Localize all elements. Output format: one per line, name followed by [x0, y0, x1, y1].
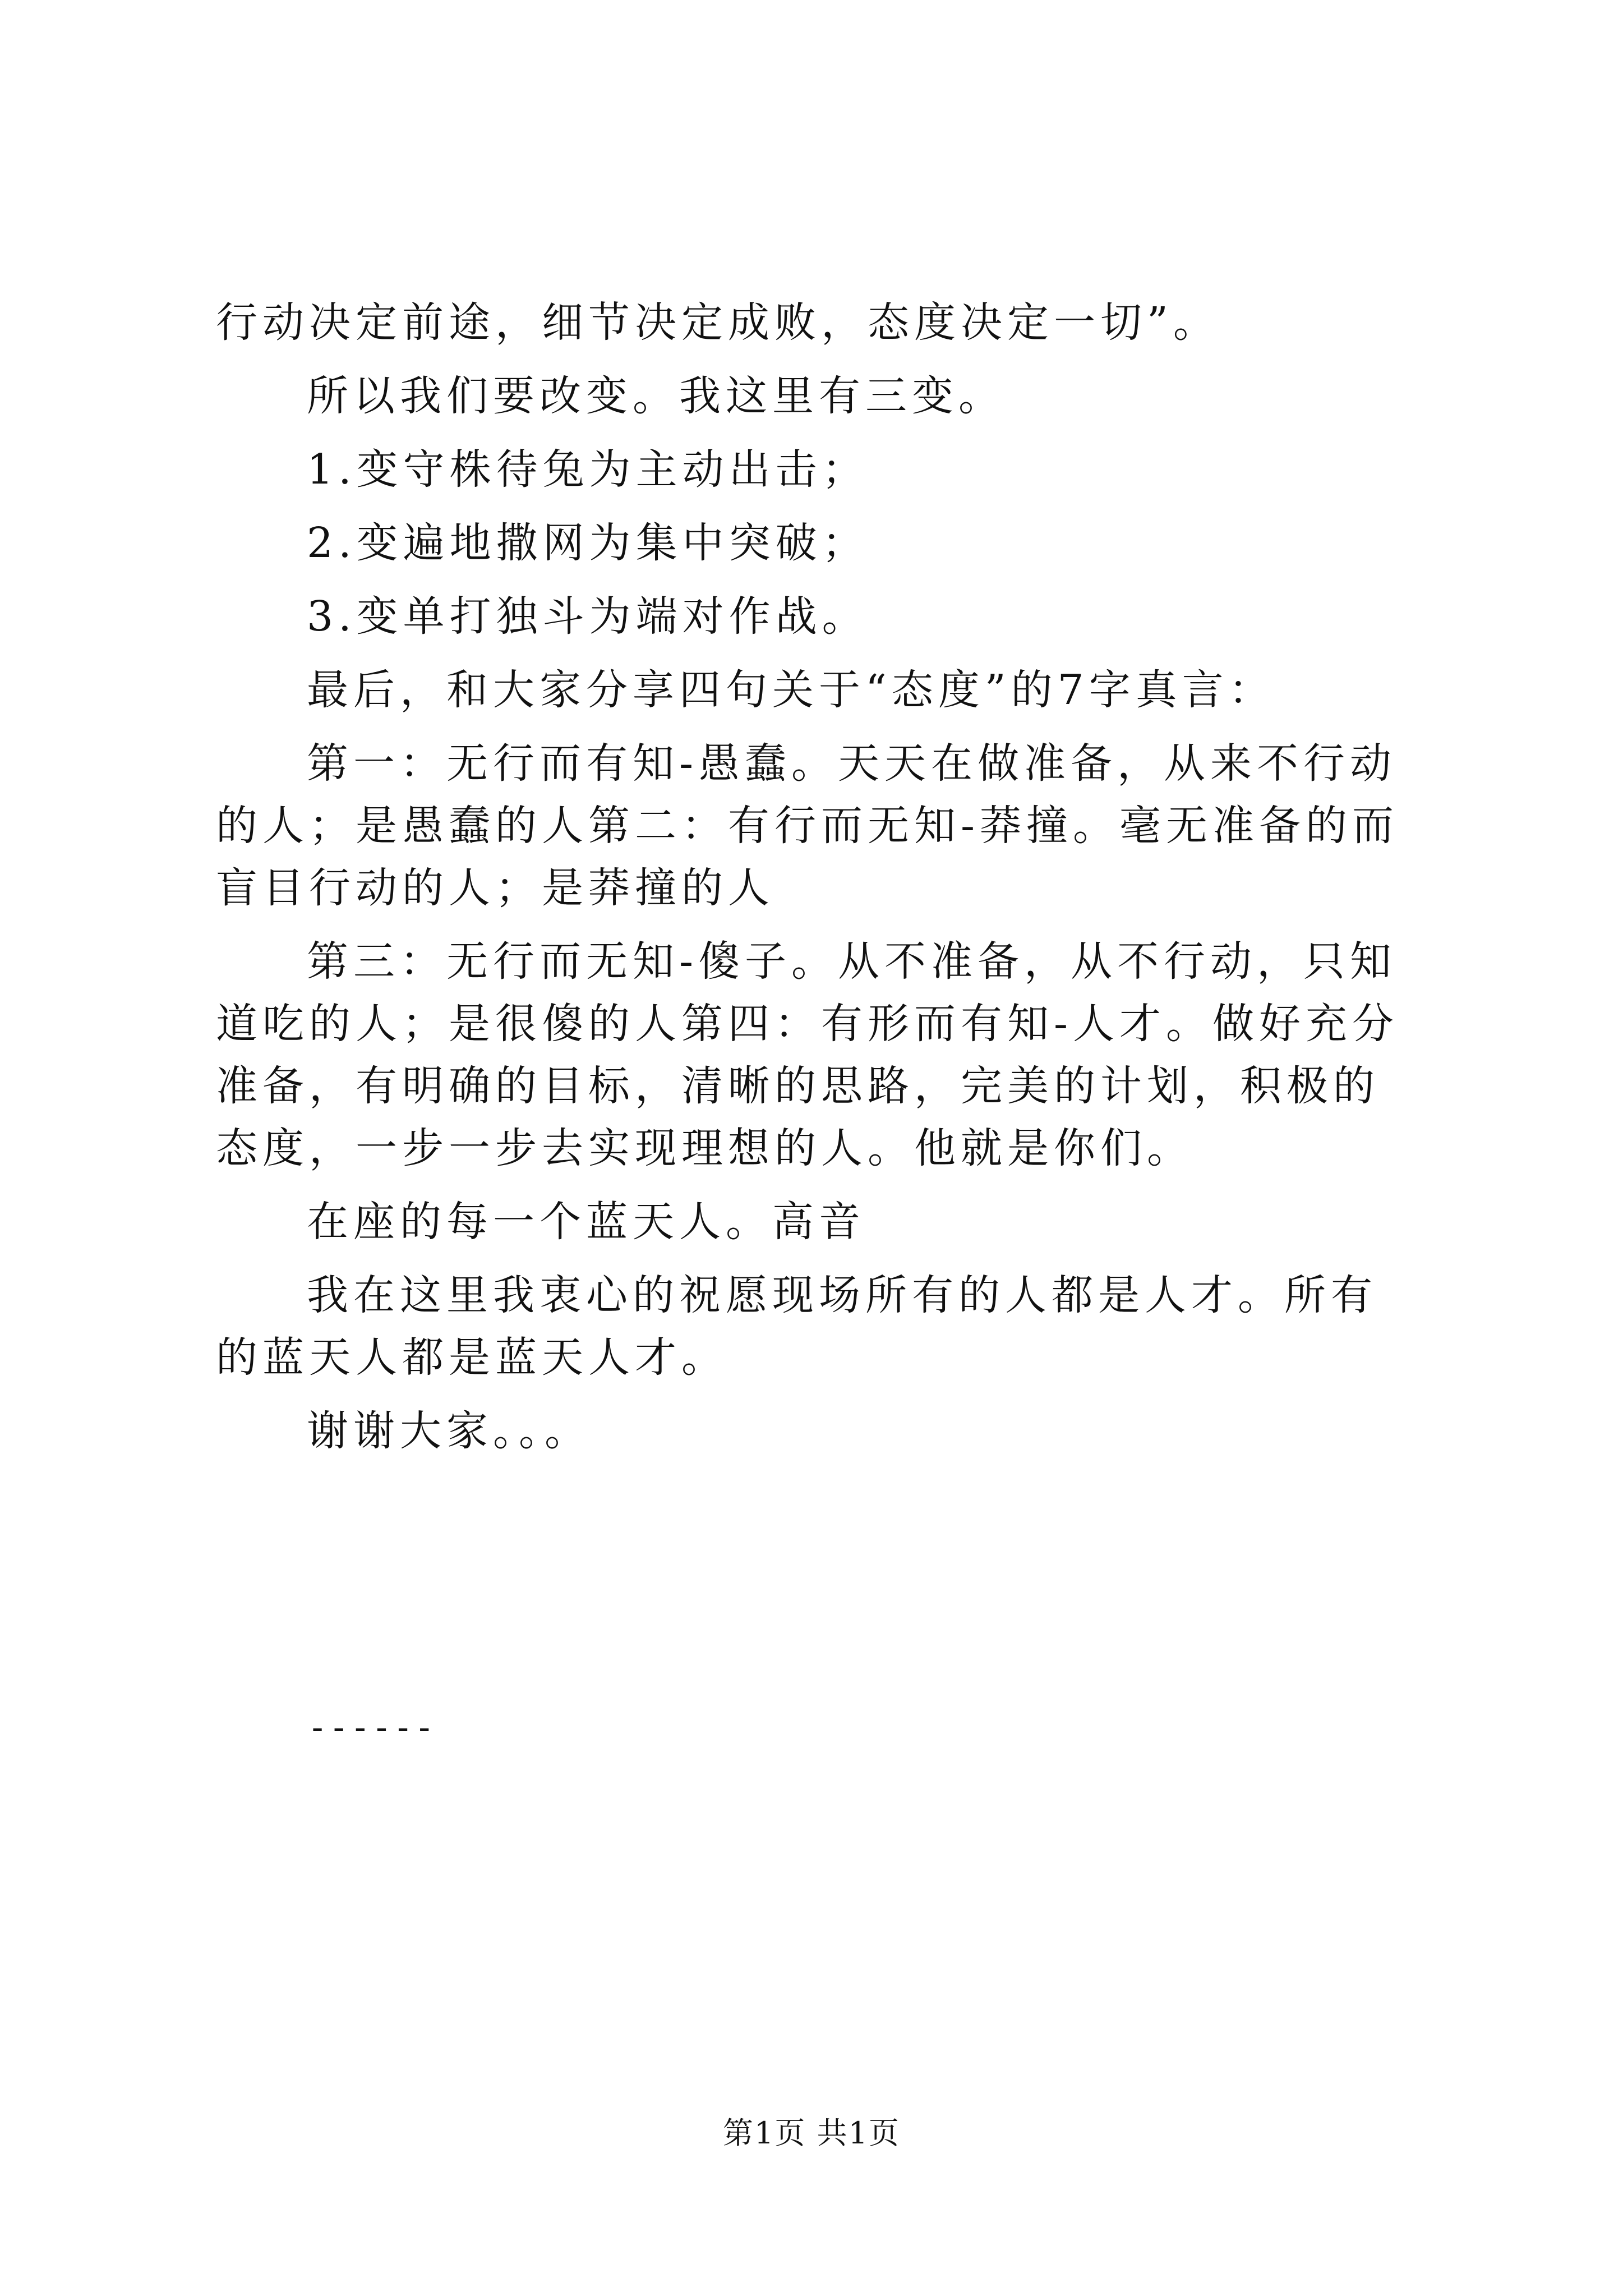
paragraph-thanks: 谢谢大家。。。 — [307, 1407, 591, 1455]
paragraph-first-second: 第一：无行而有知-愚蠢。天天在做准备，从来不行动的人；是愚蠢的人第二：有行而无知-莽撞。毫无准备的而盲目行动的人；是莽撞的人 — [216, 739, 1399, 912]
paragraph-audience: 在座的每一个蓝天人。高音 — [307, 1198, 865, 1246]
page-footer: 第1页 共1页 — [723, 2115, 900, 2151]
separator-line: ------ — [307, 1708, 436, 1747]
paragraph-intro-quotes: 最后，和大家分享四句关于“态度”的7字真言： — [307, 666, 1275, 714]
list-item-3: 3.变单打独斗为端对作战。 — [307, 592, 869, 641]
paragraph-1: 行动决定前途，细节决定成败，态度决定一切”。 — [216, 298, 1220, 347]
list-item-1: 1.变守株待兔为主动出击； — [307, 445, 869, 494]
paragraph-2: 所以我们要改变。我这里有三变。 — [307, 372, 1005, 420]
document-body — [216, 292, 1422, 1474]
list-item-2: 2.变遍地撒网为集中突破； — [307, 519, 869, 567]
paragraph-third-fourth: 第三：无行而无知-傻子。从不准备，从不行动，只知道吃的人；是很傻的人第四：有形而有知-人才。做好充分准备，有明确的目标，清晰的思路，完美的计划，积极的态度，一步一步去实现理想的人。他就是你们。 — [216, 937, 1399, 1172]
paragraph-wishes: 我在这里我衷心的祝愿现场所有的人都是人才。所有的蓝天人都是蓝天人才。 — [216, 1271, 1377, 1382]
